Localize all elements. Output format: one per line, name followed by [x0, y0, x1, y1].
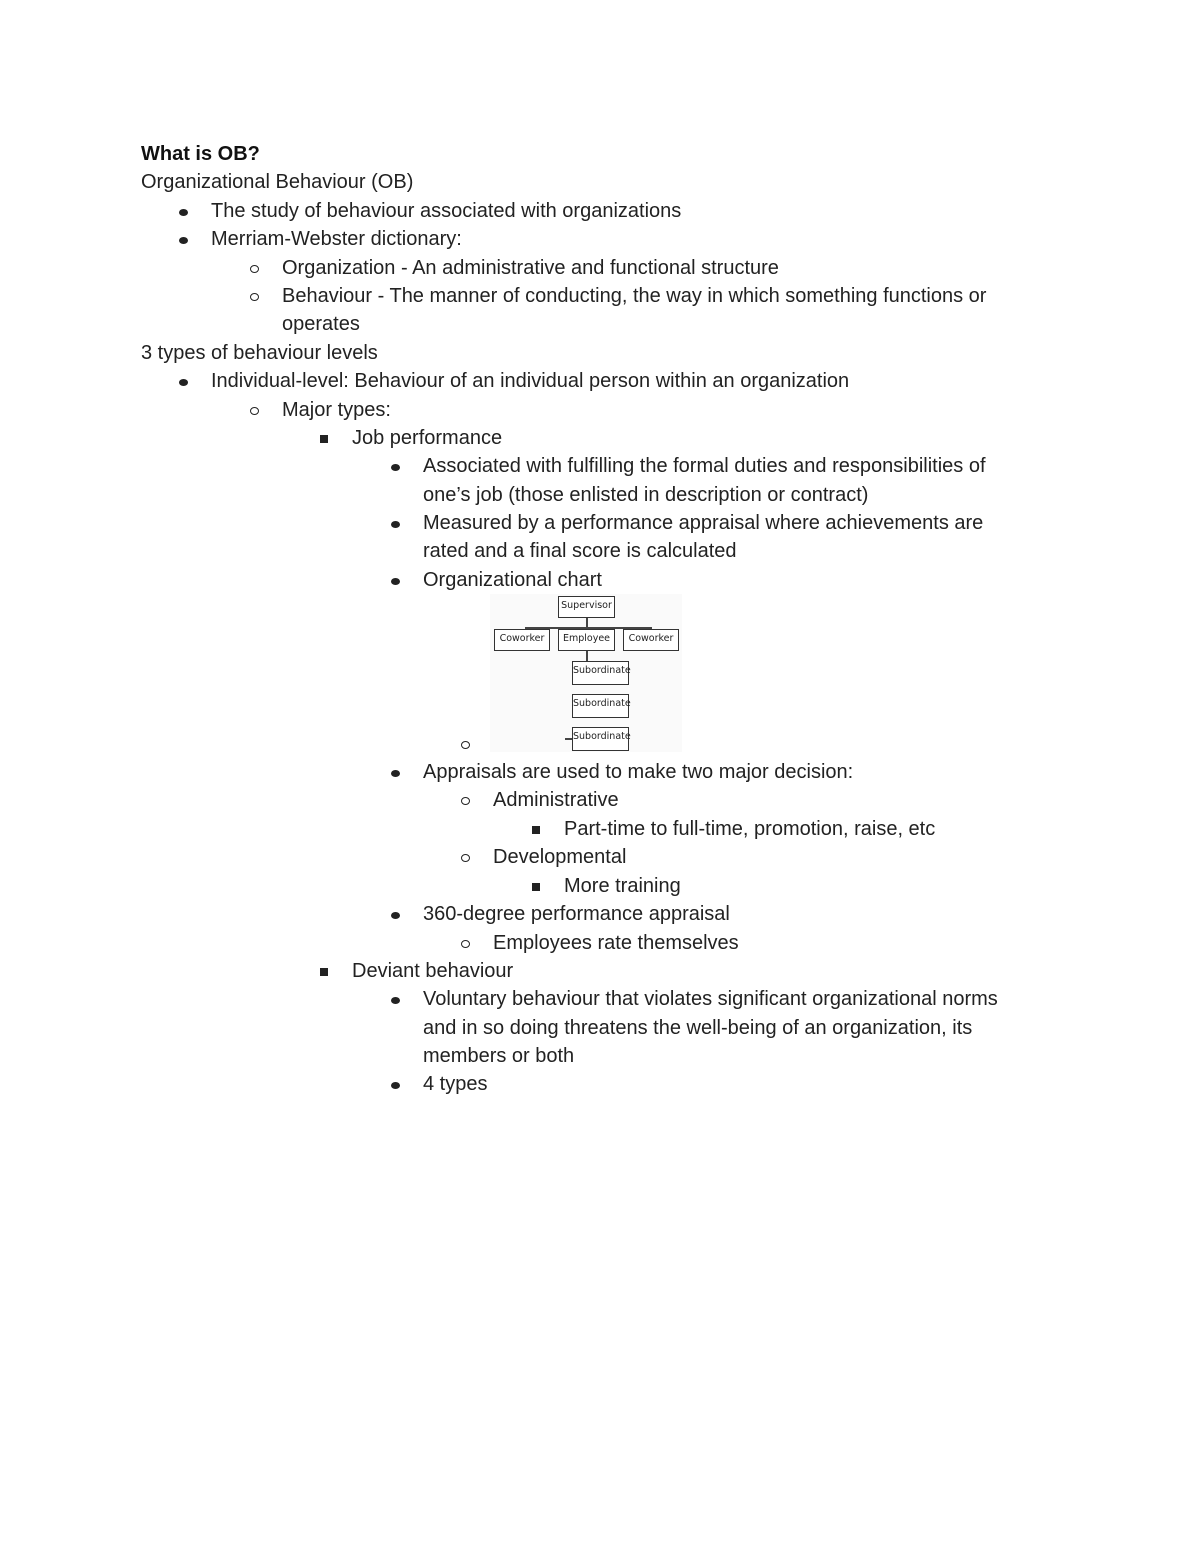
- org-box-supervisor: Supervisor: [558, 596, 615, 618]
- list-item: Deviant behaviour: [352, 960, 514, 982]
- list-item-continuation: and in so doing threatens the well-being of an organization, its: [423, 1017, 973, 1039]
- org-box-employee: Employee: [558, 629, 615, 651]
- list-item: Organizational chart: [423, 569, 602, 591]
- list-item-continuation: members or both: [423, 1045, 575, 1067]
- org-connector: [586, 651, 588, 661]
- disc-bullet-icon: [387, 900, 403, 928]
- list-item-continuation: one’s job (those enlisted in description or contract): [423, 484, 869, 506]
- disc-bullet-icon: [387, 758, 403, 786]
- org-box-coworker-left: Coworker: [494, 629, 550, 651]
- list-item: Part-time to full-time, promotion, raise, etc: [564, 818, 936, 840]
- list-item: Developmental: [493, 846, 627, 868]
- list-item: Voluntary behaviour that violates significant organizational norms: [423, 988, 998, 1010]
- square-bullet-icon: [316, 424, 332, 452]
- text-line: Organizational Behaviour (OB): [141, 171, 414, 193]
- circle-bullet-icon: [246, 396, 262, 424]
- disc-bullet-icon: [387, 985, 403, 1013]
- list-item: Merriam-Webster dictionary:: [211, 228, 462, 250]
- circle-bullet-icon: [457, 730, 473, 758]
- disc-bullet-icon: [175, 197, 191, 225]
- list-item-continuation: operates: [282, 313, 360, 335]
- heading: What is OB?: [141, 143, 260, 165]
- disc-bullet-icon: [175, 225, 191, 253]
- list-item: Behaviour - The manner of conducting, the way in which something functions or: [282, 285, 987, 307]
- list-item: Associated with fulfilling the formal duties and responsibilities of: [423, 455, 986, 477]
- disc-bullet-icon: [387, 452, 403, 480]
- list-item: Major types:: [282, 399, 391, 421]
- list-item: Measured by a performance appraisal where achievements are: [423, 512, 984, 534]
- org-chart-image: [490, 594, 682, 752]
- disc-bullet-icon: [387, 566, 403, 594]
- circle-bullet-icon: [246, 254, 262, 282]
- list-item: Organization - An administrative and functional structure: [282, 257, 779, 279]
- list-item: Employees rate themselves: [493, 932, 739, 954]
- disc-bullet-icon: [175, 367, 191, 395]
- square-bullet-icon: [316, 957, 332, 985]
- disc-bullet-icon: [387, 1070, 403, 1098]
- org-box-subordinate: Subordinate: [572, 694, 629, 718]
- list-item: The study of behaviour associated with organizations: [211, 200, 682, 222]
- square-bullet-icon: [528, 872, 544, 900]
- list-item: 4 types: [423, 1073, 488, 1095]
- org-box-coworker-right: Coworker: [623, 629, 679, 651]
- text-line: 3 types of behaviour levels: [141, 342, 378, 364]
- list-item: Administrative: [493, 789, 619, 811]
- list-item: 360-degree performance appraisal: [423, 903, 730, 925]
- square-bullet-icon: [528, 815, 544, 843]
- list-item: Appraisals are used to make two major decision:: [423, 761, 854, 783]
- list-item: More training: [564, 875, 681, 897]
- disc-bullet-icon: [387, 509, 403, 537]
- circle-bullet-icon: [457, 843, 473, 871]
- list-item: Job performance: [352, 427, 503, 449]
- circle-bullet-icon: [246, 282, 262, 310]
- org-box-subordinate: Subordinate: [572, 661, 629, 685]
- list-item-continuation: rated and a final score is calculated: [423, 540, 737, 562]
- circle-bullet-icon: [457, 786, 473, 814]
- org-box-subordinate: Subordinate: [572, 727, 629, 751]
- circle-bullet-icon: [457, 929, 473, 957]
- list-item: Individual-level: Behaviour of an individual person within an organization: [211, 370, 850, 392]
